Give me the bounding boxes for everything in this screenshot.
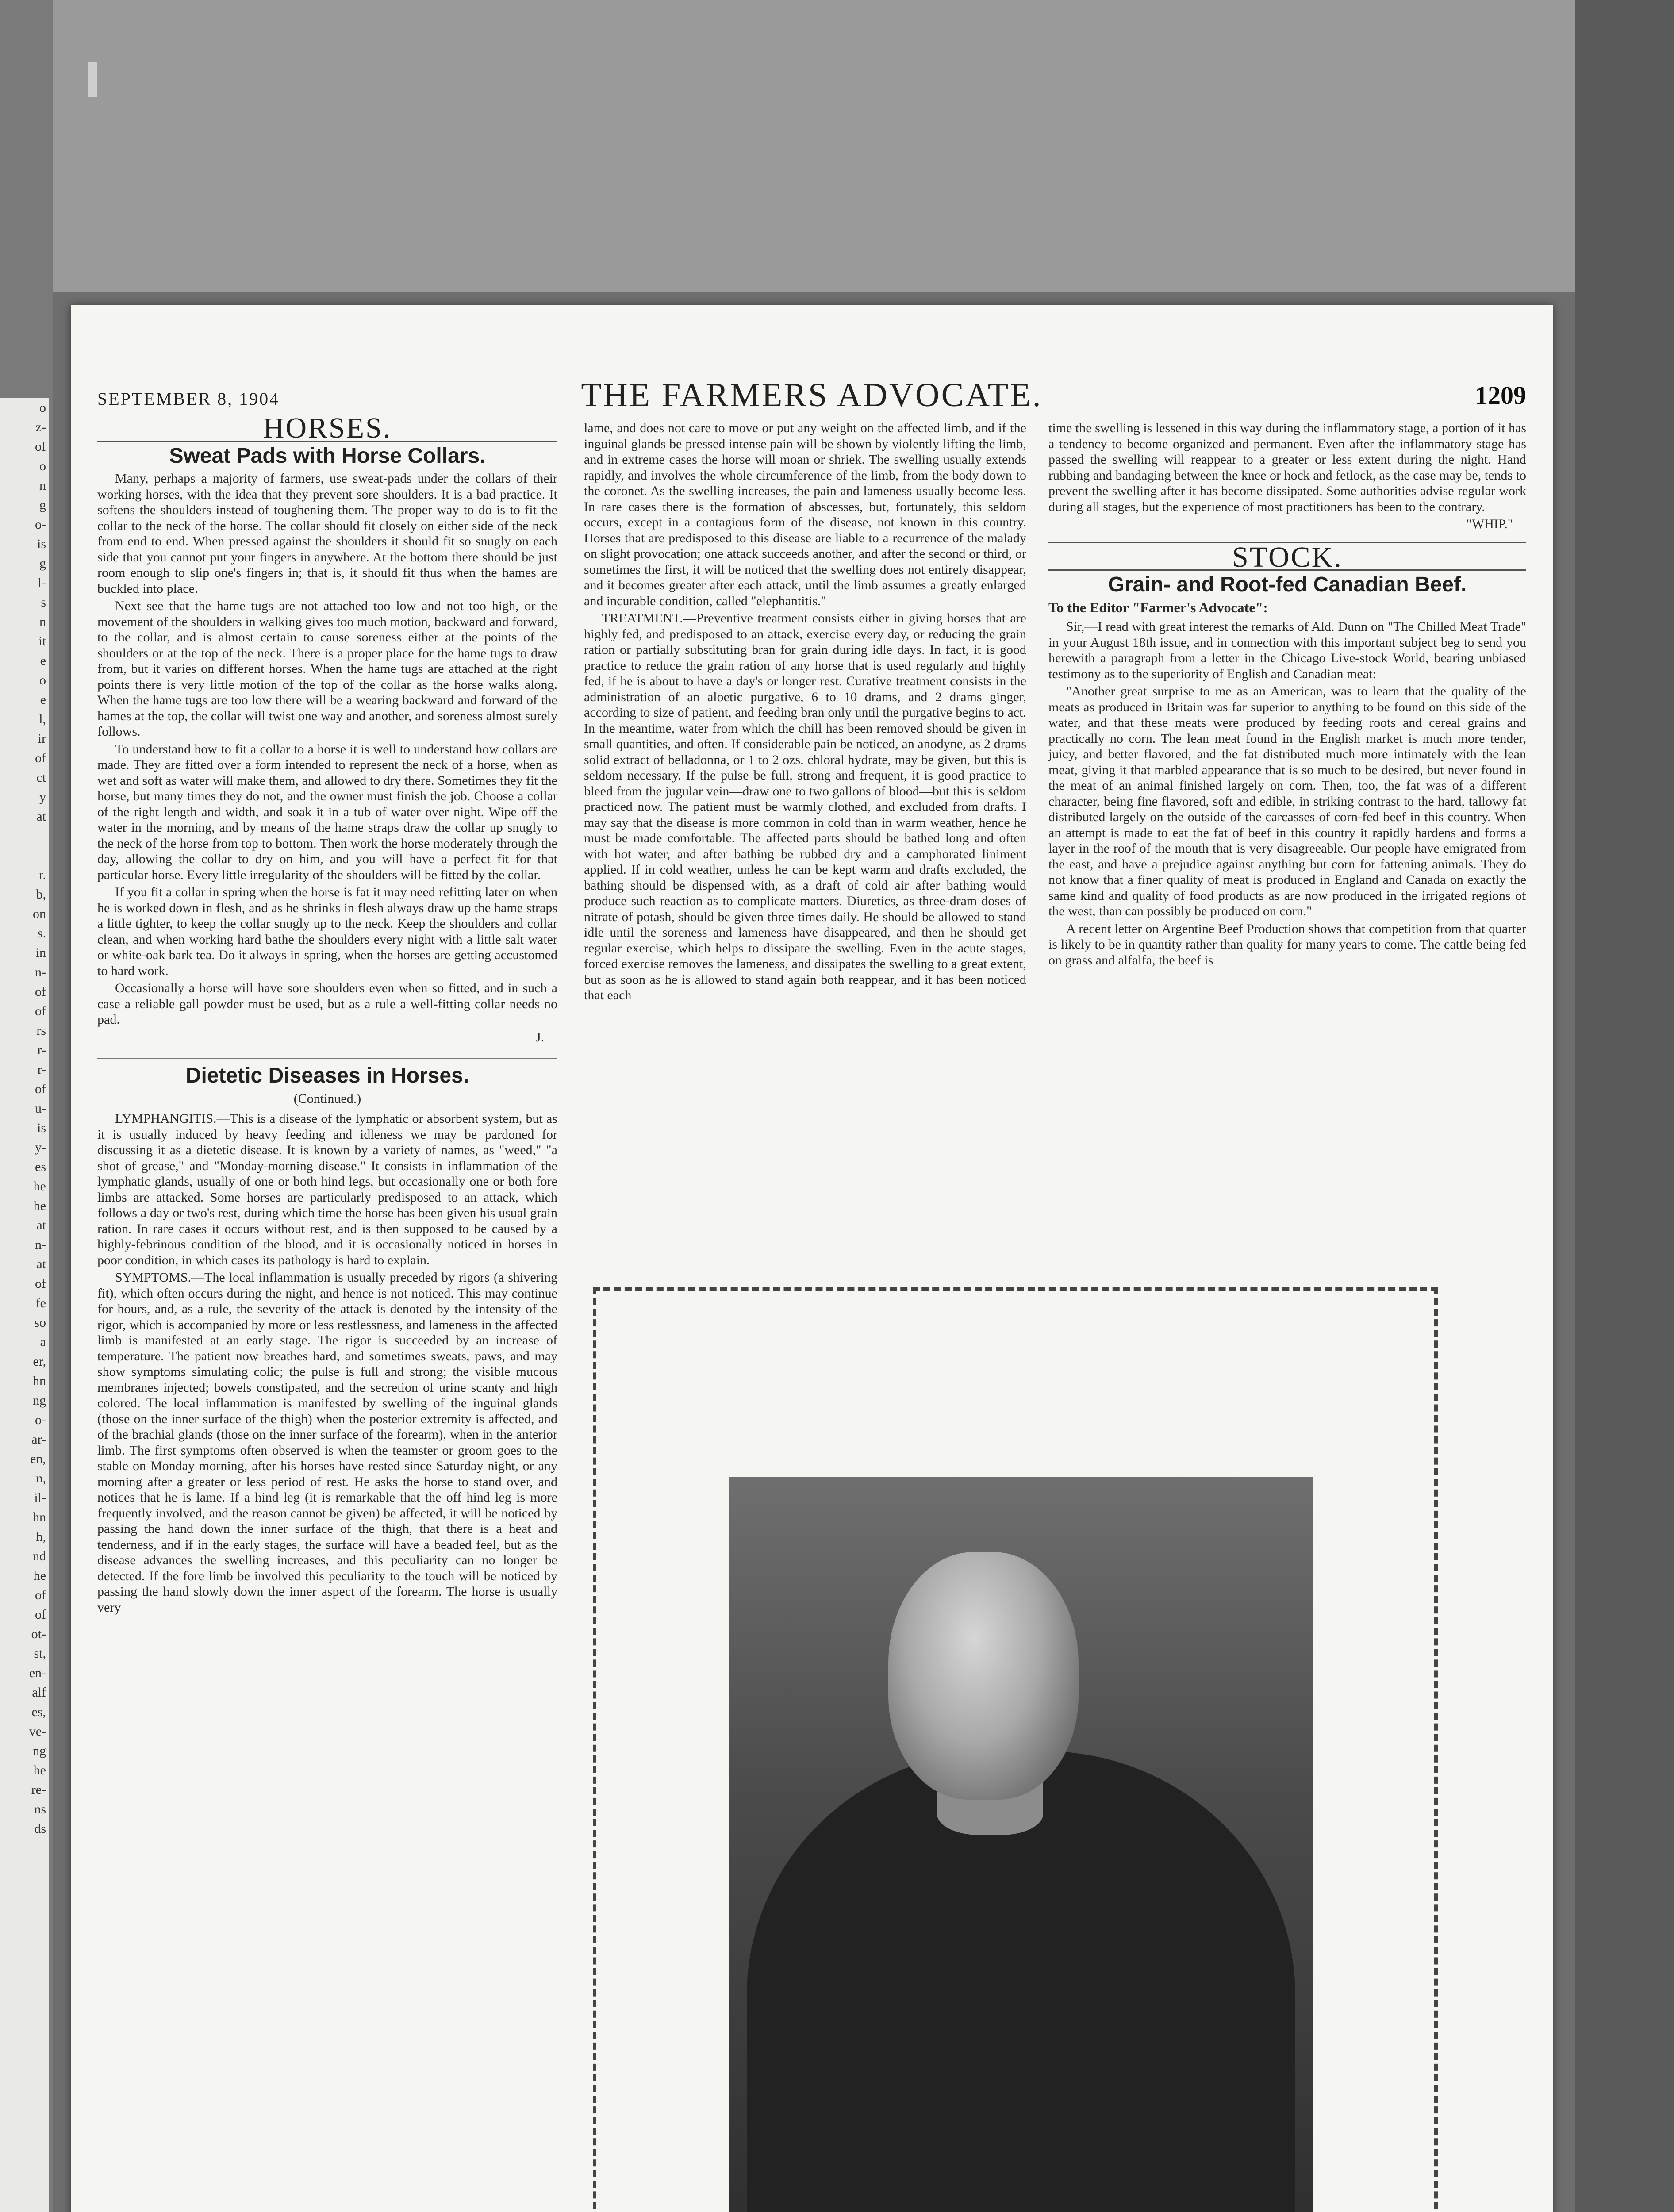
article-title-canadian-beef: Grain- and Root-fed Canadian Beef. (1108, 573, 1467, 596)
article-paragraph: If you fit a collar in spring when the horse is fat it may need refitting later on when he is worked down in flesh, and as he shrinks in flesh always draw up the hame straps a little tighter, to keep the collar snugly up to the neck. Keep the shoulders and collar clean, and when working hard bathe the shoulders every night with a little salt water or white-oak bark tea. Do it always in spring, when the horses are getting accustomed to hard work. (97, 885, 557, 978)
portrait-head (888, 1552, 1079, 1800)
binder-clip (88, 62, 97, 97)
article-paragraph: To understand how to fit a collar to a horse it is well to understand how collars are made. They are fitted over a form intended to represent the neck of a horse, when as wet and soft as water will make them, and allowed to dry there. Sometimes they fit the horse, but many times they do not, and the owner must finish the job. Choose a collar of the right length and width, and soak it in a tub of water over night. Wipe off the water in the morning, and by means of the hame straps draw the collar up snugly to the neck of the horse from top to bottom. Then work the horse moderately through the day, allowing the collar to dry on him, and you will have a perfect fit for that particular horse. Every little irregularity of the shoulders will be fitted by the collar. (97, 741, 557, 882)
section-title-stock: STOCK. (1232, 541, 1343, 573)
article-title-dietetic-diseases: Dietetic Diseases in Horses. (185, 1064, 469, 1087)
section-title-horses: HORSES. (263, 412, 392, 444)
article-subtitle: (Continued.) (293, 1091, 361, 1106)
article-divider (97, 1058, 557, 1059)
column-1 (97, 412, 557, 1617)
article-byline: J. (535, 1029, 544, 1045)
article-paragraph: LYMPHANGITIS.—This is a disease of the lymphatic or absorbent system, but as it is usually induced by heavy feeding and idleness we may be pardoned for discussing it as a dietetic disease. It is known by a variety of names, as "weed," "a shot of grease," and "Monday-morning disease." It consists in inflammation of the lymphatic glands, usually of one or both hind legs, but occasionally one or both fore limbs are attacked. Some horses are particularly predisposed to an attack, which follows a day or two's rest, during which time the horse has been given his usual grain ration. In rare cases it occurs without rest, and is then supposed to be caused by a highly-febrinous condition of the blood, and it is occasionally noticed in horses in poor condition, in which cases its pathology is hard to explain. (97, 1111, 557, 1267)
letter-addressee: To the Editor "Farmer's Advocate": (1048, 599, 1268, 615)
article-byline: "WHIP." (1466, 517, 1513, 531)
portrait-frame (593, 1287, 1438, 2212)
article-paragraph: A recent letter on Argentine Beef Production shows that competition from that quarter is likely to be in quantity rather than quality for many years to come. The cattle being fed on grass and alfalfa, the beef is (1048, 921, 1526, 968)
article-paragraph: Next see that the hame tugs are not attached too low and not too high, or the movement of the shoulders in walking gives too much motion, backward and forward, to the collar, and is almost certain to cause soreness either at the points of the shoulders or at the top of the neck. There is a proper place for the hame tugs to draw from, but it varies on different horses. When the hame tugs are attached at the right points there is very little motion of the top of the collar as the horse walks along. When the hame tugs are too low there will be a wearing backward and forward of the hames at the top, the collar will twist one way and another, and soreness almost surely follows. (97, 599, 557, 739)
article-paragraph: time the swelling is lessened in this way during the inflammatory stage, a portion of it has a tendency to become organized and permanent. Even after the inflammatory stage has passed the swelling will reappear to a greater or less extent during the night. Hand rubbing and bandaging between the knee or hock and fetlock, as the case may be, tends to prevent the swelling after it has become dissipated. Some authorities advise regular work during all stages, but the experience of most practitioners has been to the contrary. (1048, 421, 1526, 514)
adjacent-page-edge (0, 398, 49, 2212)
article-paragraph: "Another great surprise to me as an American, was to learn that the quality of the meats as produced in Britain was far superior to anything to be found on this side of the water, and that these meats were produced by feeding roots and cereal grains and practically no corn. The lean meat found in the English market is much more tender, juicy, and better flavored, and the fat distributed much more intimately with the lean meat, giving it that marbled appearance that is so much to be desired, but never found in the meat of an animal finished largely on corn. Then, too, the fat was of a different character, being fine flavored, soft and edible, in striking contrast to the hard, tallowy fat distributed largely on the outside of the carcasses of corn-fed beef in this country. When an attempt is made to eat the fat of beef in this country it rapidly hardens and forms a layer in the roof of the mouth that is very disagreeable. Our people have emigrated from the east, and have a prejudice against anything but corn for fattening animals. They do not know that a finer quality of meat is produced in England and Canada on exactly the same kind and quality of food products as are now produced in the irrigated regions of the west, than can possibly be produced on corn." (1048, 684, 1526, 918)
page-header (71, 376, 1553, 414)
article-paragraph: lame, and does not care to move or put any weight on the affected limb, and if the inguinal glands be pressed intense pain will be shown by violently lifting the limb, and in extreme cases the horse will moan or shriek. The swelling usually extends rapidly, and involves the whole circumference of the limb, from the body down to the coronet. As the swelling increases, the pain and lameness usually become less. In rare cases there is the formation of abscesses, but, fortunately, this seldom occurs, except in a contagious form of the disease, not known in this country. Horses that are predisposed to this disease are liable to a recurrence of the malady on slight provocation; one attack succeeds another, and after the second or third, or sometimes the first, it will be noticed that the swelling does not entirely disappear, and it becomes greater after each attack, until the limb assumes a greatly enlarged and incurable condition, called "elephantitis." (584, 421, 1026, 608)
adjacent-page-text: o z- of o n g o- is g l- s n it e o e l, ir of ct y at r. b, on s. in n- of of rs r- r- of u- is y- es he he at n- at of fe so a er, hn ng o- ar- en, n, il- hn h, nd he of of ot- st, en- alf es, ve- ng he re- ns ds (29, 400, 46, 1836)
background-right (1575, 0, 1674, 2212)
article-paragraph: Occasionally a horse will have sore shoulders even when so fitted, and in such a case a reliable gall powder must be used, but as a rule a well-fitting collar needs no pad. (97, 981, 557, 1027)
article-title-sweat-pads: Sweat Pads with Horse Collars. (169, 444, 486, 468)
article-paragraph: Sir,—I read with great interest the remarks of Ald. Dunn on "The Chilled Meat Trade" in your August 18th issue, and in connection with this important subject beg to send you herewith a paragraph from a letter in the Chicago Live-stock World, bearing unbiased testimony as to the superiority of English and Canadian meat: (1048, 619, 1526, 681)
portrait-photo (729, 1477, 1313, 2212)
header-date: SEPTEMBER 8, 1904 (97, 389, 280, 409)
article-paragraph: TREATMENT.—Preventive treatment consists either in giving horses that are highly fed, and predisposed to an attack, exercise every day, or reducing the grain ration or partially substituting bran for grain during idle days. In fact, it is good practice to reduce the grain ration of any horse that is used regularly and highly fed, if he is about to have a day's or longer rest. Curative treatment consists in the administration of an aloetic purgative, 6 to 10 drams, and 2 drams ginger, according to size of patient, and feeding bran only until the purgative begins to act. In the meantime, water from which the chill has been removed should be given in small quantities, and often. If considerable pain be noticed, an anodyne, as 2 drams solid extract of belladonna, or 1 to 2 ozs. chloral hydrate, may be given, but this is seldom necessary. If the pulse be full, strong and frequent, it is good practice to bleed from the jugular vein—draw one to two gallons of blood—but this is seldom practiced now. The patient must be warmly clothed, and excluded from drafts. I may say that the disease is more common in cold than in warm weather, hence he must be made comfortable. The affected parts should be bathed long and often with hot water, and after bathing be rubbed dry and a camphorated liniment applied. If in cold weather, unless he can be kept warm and drafts excluded, the bathing should be dispensed with, as a draft of cold air after bathing would produce such reaction as to complicate matters. Diuretics, as three-dram doses of nitrate of potash, should be given three times daily. He should be allowed to stand idle until the soreness and lameness have disappeared, and then he should get regular exercise, which helps to dissipate the swelling. Even in the acute stages, forced exercise removes the lameness, and dissipates the swelling to a great extent, but as soon as he is allowed to stand again both reappear, and it has been noticed that each (584, 611, 1026, 1002)
article-paragraph: Many, perhaps a majority of farmers, use sweat-pads under the collars of their working horses, with the idea that they prevent sore shoulders. It is a bad practice. It softens the shoulders instead of toughening them. The proper way to do is to fit the collar to the neck of the horse. The collar should fit closely on either side of the neck from end to end. When pressed against the shoulders it should fit so snugly on each side that you cannot put your fingers in anywhere. At the bottom there should be just room enough to slip one's fingers in; that is, it should fit thus when the hames are buckled into place. (97, 471, 557, 596)
column-2 (584, 420, 1026, 1005)
column-3 (1048, 420, 1526, 970)
masthead-title: THE FARMERS ADVOCATE. (581, 376, 1043, 414)
article-paragraph: SYMPTOMS.—The local inflammation is usually preceded by rigors (a shivering fit), which often occurs during the night, and hence is not noticed. This may continue for hours, and, as a rule, the severity of the attack is denoted by the intensity of the rigor, which is accompanied by more or less restlessness, and lameness in the affected limb is manifested at an early stage. The rigor is succeeded by an increase of temperature. The patient now breathes hard, and sometimes sweats, paws, and may show symptoms simulating colic; the pulse is full and strong; the visible mucous membranes injected; bowels constipated, and the secretion of urine scanty and high colored. The local inflammation is manifested by swelling of the inguinal glands (those on the inner surface of the thigh) when the posterior extremity is affected, and of the brachial glands (those on the inner surface of the forearm), when in the anterior limb. The first symptoms often observed is when the teamster or groom goes to the stable on Monday morning, after his horses have rested since Saturday night, or any morning after a greater or less period of rest. He asks the horse to stand over, and notices that he is lame. If a hind leg (it is remarkable that the off hind leg is more frequently involved, and the reason cannot be given) be affected, it will be noticed by passing the hand down the inner surface of the thigh, that there is a heat and tenderness, and if in the early stages, the surface will have a beaded feel, but as the disease advances the swelling increases, and this peculiarity can no longer be detected. If the fore limb be involved this peculiarity to the touch will be noticed by passing the hand slowly down the inner aspect of the forearm. The horse is usually very (97, 1270, 557, 1615)
newspaper-page (71, 305, 1553, 2212)
page-number: 1209 (1475, 381, 1526, 410)
background-top (0, 0, 1674, 292)
